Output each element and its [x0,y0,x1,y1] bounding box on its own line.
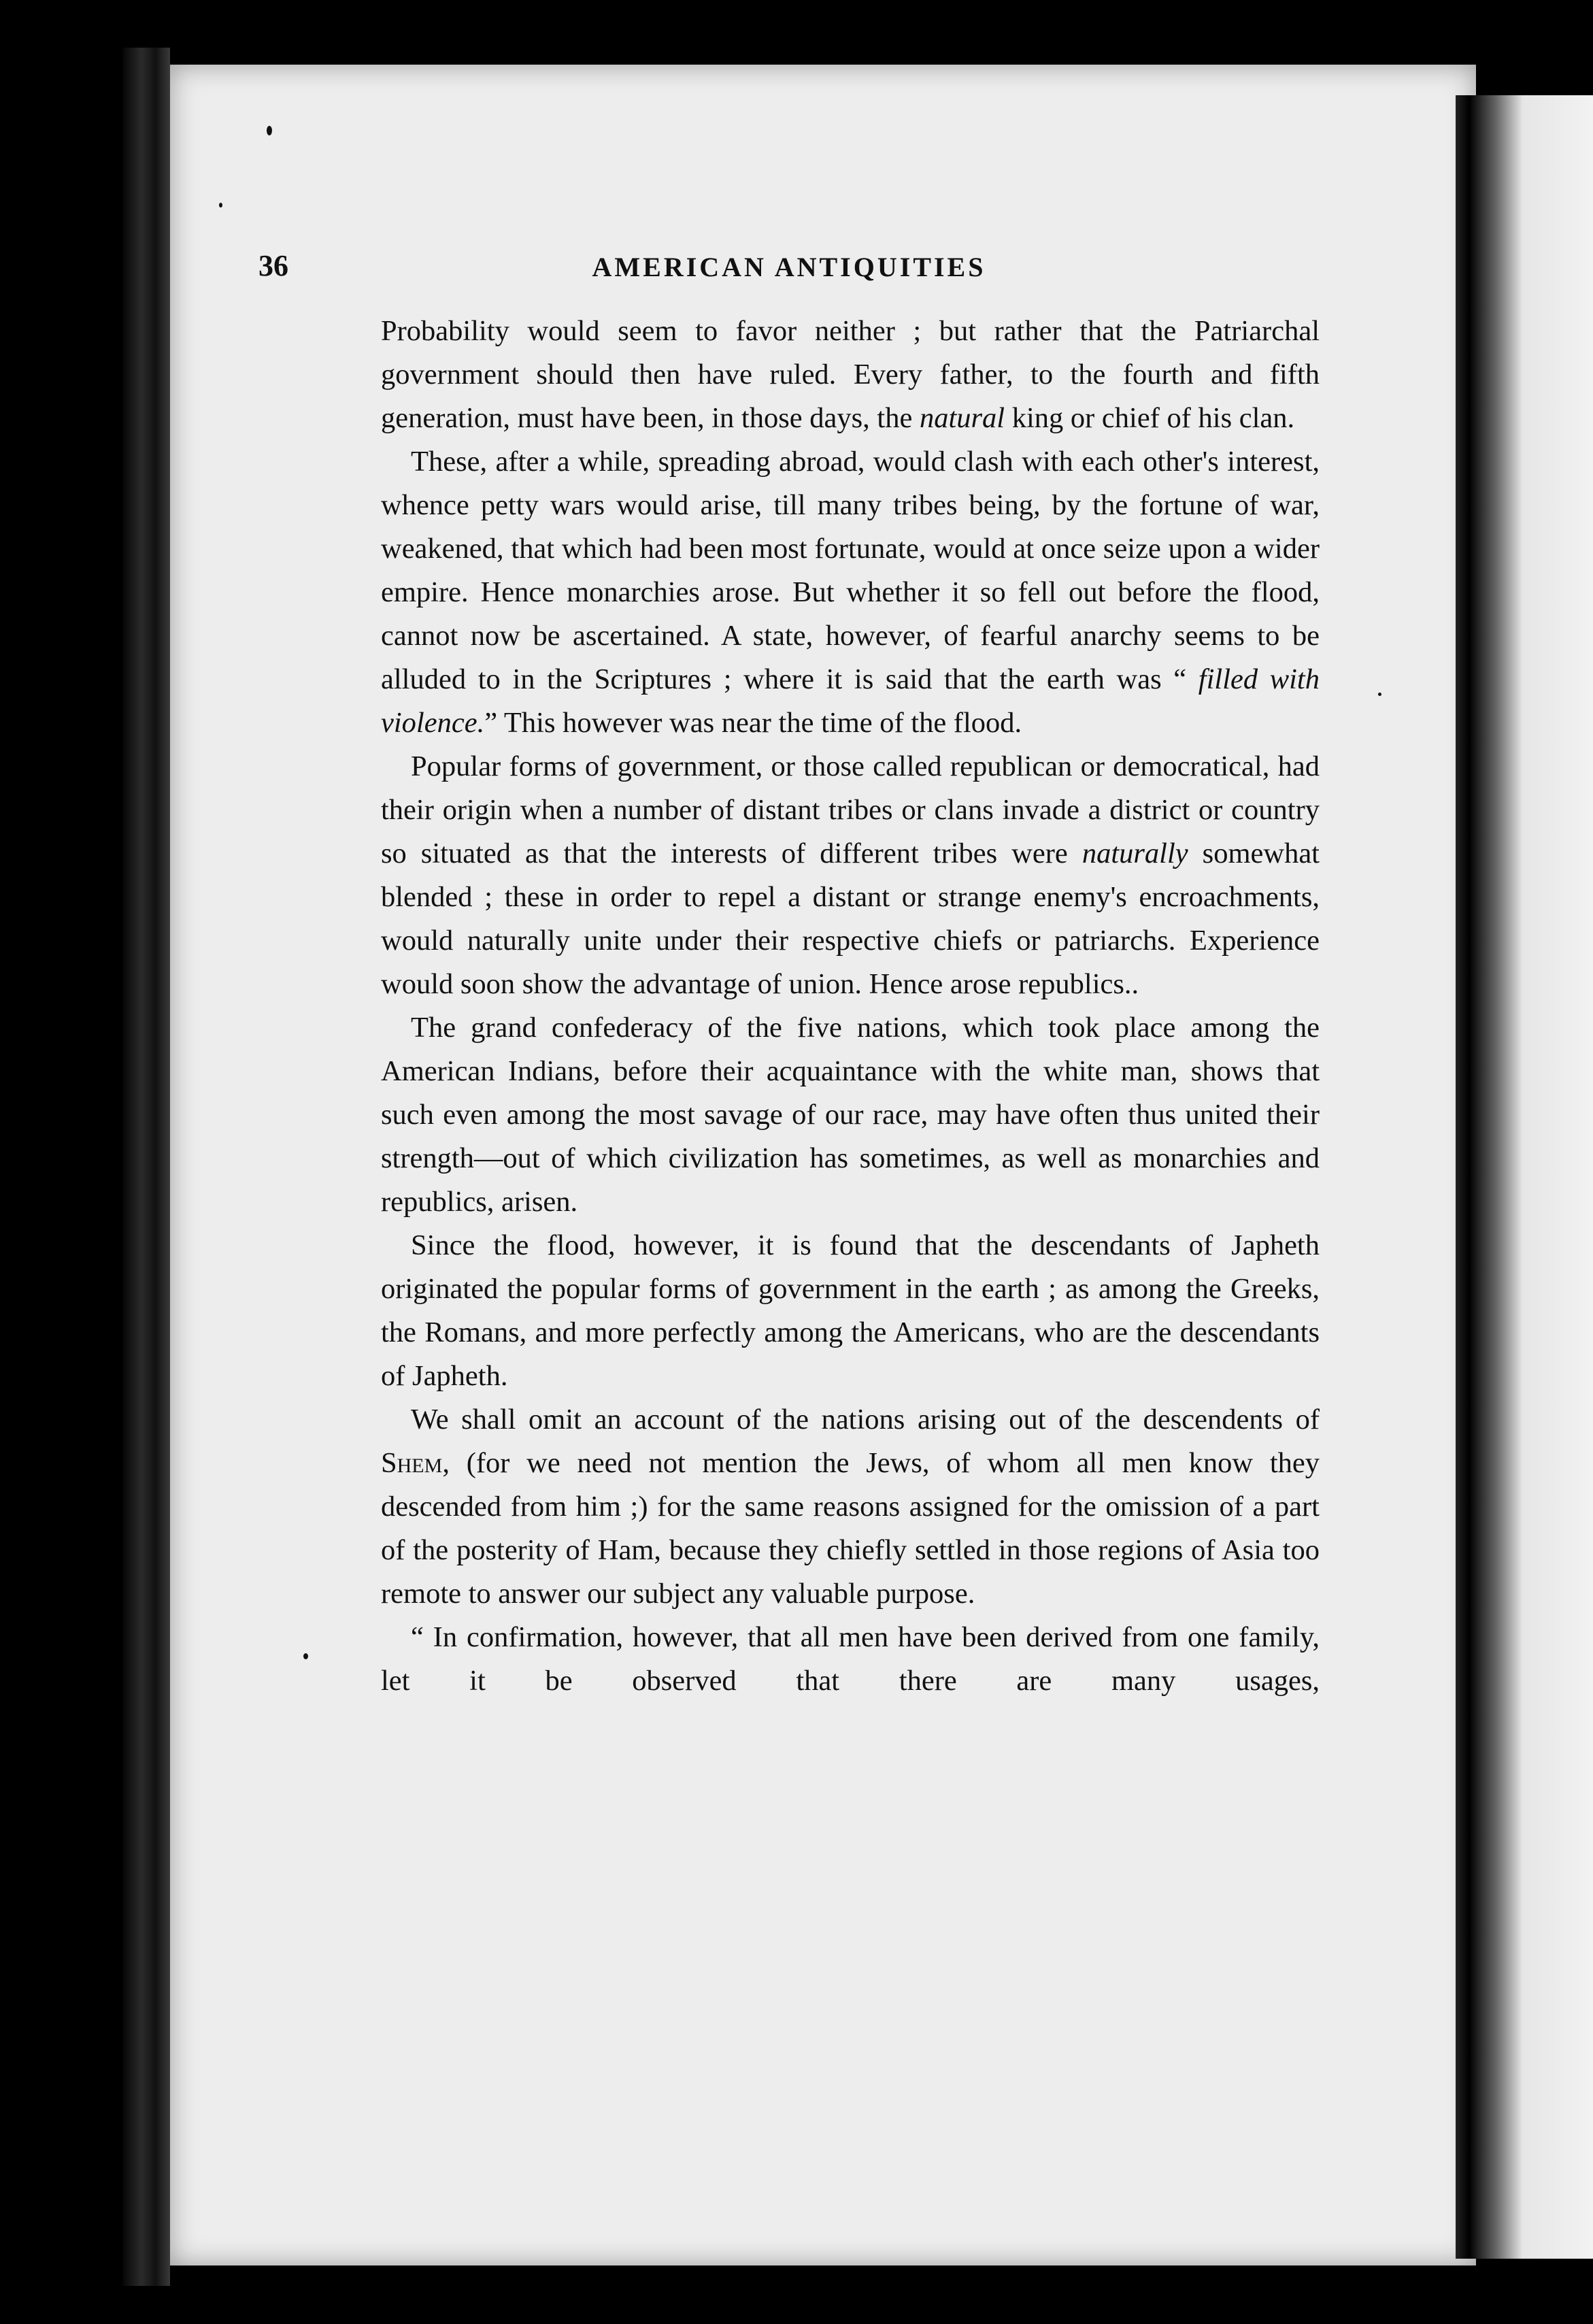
paragraph-text: Since the flood, however, it is found that the descendants of Japheth originated the popular forms of government in the earth ; as among the Greeks, the Romans, and more perfectly among the Americans, who are the descendants of Japheth. [381,1229,1320,1392]
scan-speck [267,126,272,135]
paragraph-text: We shall omit an account of the nations arising out of the descendents of [411,1404,1320,1435]
paragraph-text: These, after a while, spreading abroad, would clash with each other's interest, whence petty wars would arise, till many tribes being, by the fortune of war, weakened, that which had been most fortunate, would at once seize upon a wider empire. Hence monarchies arose. But whether it so fell out before the flood, cannot now be ascertained. A state, however, of fearful anarchy seems to be alluded to in the Scriptures ; where it is said that the earth was “ [381,446,1320,695]
paragraph-text: “ In confirmation, however, that all men have been derived from one family, let it be observed that there are many usages, [381,1621,1320,1697]
italic-text: natural [919,402,1005,434]
paragraph-7 [381,1616,1320,1703]
italic-text: filled with violence. [381,663,1320,739]
page-number: 36 [258,249,288,282]
paragraph-4 [381,1006,1320,1224]
paragraph-5 [381,1224,1320,1398]
running-title: AMERICAN ANTIQUITIES [592,252,986,282]
scan-speck [1378,693,1381,696]
page-header [258,248,1320,289]
paragraph-text: somewhat blended ; these in order to repel a distant or strange enemy's encroachments, would naturally unite under their respective chiefs or patriarchs. Experience would soon show the advantage of union. Hence arose republics.. [381,837,1320,1000]
paragraph-text: The grand confederacy of the five nations, which took place among the American Indians, before their acquaintance with the white man, shows that such even among the most savage of our race, may have often thus united their strength—out of which civilization has sometimes, as well as monarchies and republics, arisen. [381,1012,1320,1218]
paragraph-text: king or chief of his clan. [1005,402,1295,434]
paragraph-text: Probability would seem to favor neither ; but rather that the Patriarchal government should then have ruled. Every father, to the fourth and fifth generation, must have been, in those days, the [381,315,1320,434]
paragraph-3 [381,745,1320,1006]
italic-text: naturally [1081,837,1188,869]
paragraph-text: Popular forms of government, or those called republican or democratical, had their origin when a number of distant tribes or clans invade a district or country so situated as that the interests of different tribes were [381,750,1320,869]
left-page-edge [122,48,170,2286]
facing-page-edge [1476,95,1593,2259]
paragraph-1 [381,310,1320,440]
body-text [381,310,1320,1703]
paragraph-6 [381,1398,1320,1616]
scan-speck [219,203,222,208]
paragraph-2 [381,440,1320,745]
paragraph-text: ” This however was near the time of the flood. [484,707,1022,739]
paragraph-text: , (for we need not mention the Jews, of whom all men know they descended from him ;) for the same reasons assigned for the omission of a part of the posterity of Ham, because they chiefly settled in those regions of Asia too remote to answer our subject any valuable purpose. [381,1447,1320,1610]
small-caps-text: Shem [381,1447,443,1479]
scan-speck [303,1653,308,1659]
